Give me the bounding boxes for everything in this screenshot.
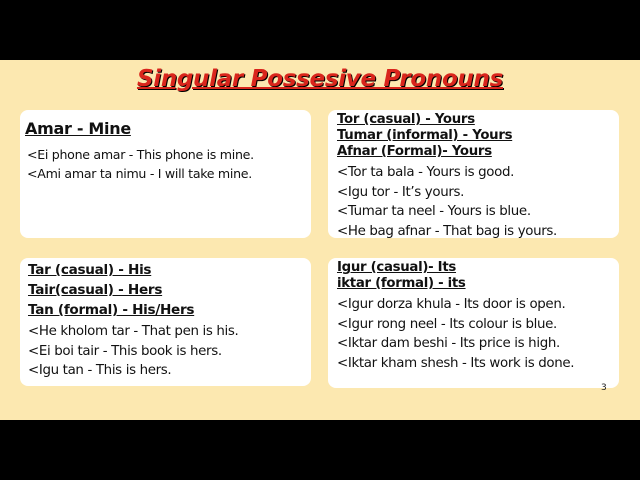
card-mine <box>20 110 311 238</box>
card-yours <box>328 110 619 238</box>
page-number: 3 <box>601 383 607 393</box>
example-line: <Igu tan - This is hers. <box>28 363 172 378</box>
card-heading: iktar (formal) - its <box>337 276 466 291</box>
example-line: <Iktar kham shesh - Its work is done. <box>337 355 575 371</box>
example-line: <Ami amar ta nimu - I will take mine. <box>27 165 252 181</box>
card-heading: Igur (casual)- Its <box>337 260 457 275</box>
card-heading: Afnar (Formal)- Yours <box>337 144 492 159</box>
card-heading: Tor (casual) - Yours <box>337 112 475 127</box>
example-line: <He bag afnar - That bag is yours. <box>337 223 557 239</box>
card-heading: Tan (formal) - His/Hers <box>28 302 195 318</box>
example-line: <Tumar ta neel - Yours is blue. <box>337 204 531 219</box>
example-line: <Igu tor - It’s yours. <box>337 184 465 200</box>
card-heading: Tair(casual) - Hers <box>28 282 163 298</box>
slide <box>0 60 640 420</box>
example-line: <Tor ta bala - Yours is good. <box>337 165 515 180</box>
example-line: <Ei phone amar - This phone is mine. <box>27 147 254 162</box>
example-line: <Igur rong neel - Its colour is blue. <box>337 316 557 332</box>
example-line: <Ei boi tair - This book is hers. <box>28 343 222 359</box>
example-line: <Iktar dam beshi - Its price is high. <box>337 336 560 351</box>
card-heading: Tar (casual) - His <box>28 262 152 278</box>
card-its <box>328 258 619 388</box>
slide-title: Singular Possesive Pronouns <box>136 66 504 92</box>
card-his-hers <box>20 258 311 386</box>
card-heading: Tumar (informal) - Yours <box>337 128 513 143</box>
example-line: <He kholom tar - That pen is his. <box>28 324 239 339</box>
example-line: <Igur dorza khula - Its door is open. <box>337 297 566 312</box>
card-heading: Amar - Mine <box>25 119 131 138</box>
